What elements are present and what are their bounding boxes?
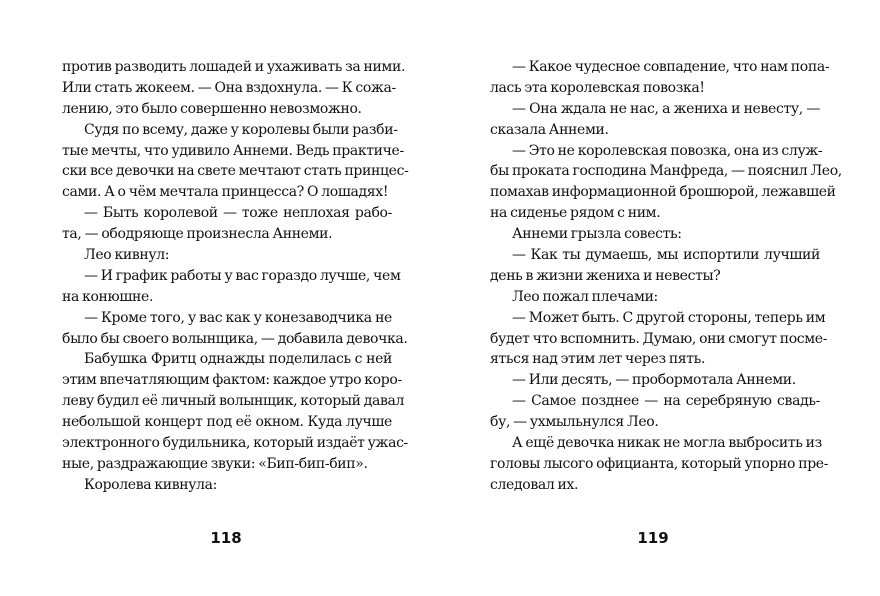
text-line: день в жизни жениха и невесты?: [490, 267, 721, 284]
text-line: будет что вспомнить. Думаю, они смогут посме-: [490, 330, 828, 347]
text-line: — Может быть. С другой стороны, теперь им: [512, 309, 826, 326]
text-line: — Она ждала не нас, а жениха и невесту, —: [512, 100, 820, 117]
text-line: сами. А о чём мечтала принцесса? О лошадях!: [62, 184, 389, 201]
text-line: лению, это было совершенно невозможно.: [62, 100, 362, 117]
right-page-text: [490, 57, 842, 496]
text-line: — Или десять, — пробормотала Аннеми.: [512, 372, 796, 389]
text-line: головы лысого официанта, который упорно пре-: [490, 455, 829, 472]
text-line: против разводить лошадей и ухаживать за ними.: [62, 59, 406, 75]
text-line: было бы своего волынщика, — добавила девочка.: [62, 330, 408, 347]
text-line: этим впечатляющим фактом: каждое утро коро-: [62, 372, 402, 389]
text-line: Королева кивнула:: [84, 476, 218, 493]
text-line: электронного будильника, который издаёт ужас-: [62, 435, 408, 452]
text-line: — Кроме того, у вас как у конезаводчика не: [84, 309, 392, 326]
text-line: лась эта королевская повозка!: [490, 79, 705, 96]
text-line: сказала Аннеми.: [490, 121, 609, 138]
text-line: помахав информационной брошюрой, лежавшей: [490, 184, 836, 201]
text-line: на сиденье рядом с ним.: [490, 205, 661, 222]
text-line: — И график работы у вас гораздо лучше, чем: [84, 267, 401, 284]
text-line: следовал их.: [490, 476, 579, 493]
text-line: Лео кивнул:: [84, 247, 170, 264]
text-line: А ещё девочка никак не могла выбросить из: [512, 435, 822, 452]
text-line: леву будил её личный волынщик, который давал: [62, 393, 405, 410]
text-line: тые мечты, что удивило Аннеми. Ведь практиче-: [62, 142, 404, 159]
text-line: яться над этим лет через пять.: [490, 351, 706, 368]
text-line: Или стать жокеем. — Она вздохнула. — К сожа-: [62, 79, 396, 96]
left-page-text: [62, 57, 409, 496]
text-line: Судя по всему, даже у королевы были разби-: [84, 121, 398, 138]
text-line: Бабушка Фритц однажды поделилась с ней: [84, 351, 392, 368]
right-page-number: 119: [637, 529, 669, 547]
text-line: та, — ободряюще произнесла Аннеми.: [62, 226, 333, 243]
text-line: — Быть королевой — тоже неплохая рабо-: [84, 205, 392, 222]
text-line: — Как ты думаешь, мы испортили лучший: [512, 247, 820, 264]
left-page-number: 118: [210, 529, 242, 547]
text-line: небольшой концерт под её окном. Куда лучше: [62, 414, 392, 431]
text-line: на конюшне.: [62, 288, 154, 305]
text-line: — Самое позднее — на серебряную свадь-: [512, 393, 820, 410]
text-line: Лео пожал плечами:: [512, 288, 658, 305]
text-line: ски все девочки на свете мечтают стать принцес-: [62, 163, 409, 180]
text-line: Аннеми грызла совесть:: [512, 226, 682, 243]
text-line: — Какое чудесное совпадение, что нам попа-: [512, 59, 830, 75]
text-line: бу, — ухмыльнулся Лео.: [490, 414, 659, 431]
text-line: — Это не королевская повозка, она из служ-: [512, 142, 823, 159]
text-line: ные, раздражающие звуки: «Бип-бип-бип».: [62, 455, 368, 472]
text-line: бы проката господина Манфреда, — пояснил Лео,: [490, 163, 842, 180]
